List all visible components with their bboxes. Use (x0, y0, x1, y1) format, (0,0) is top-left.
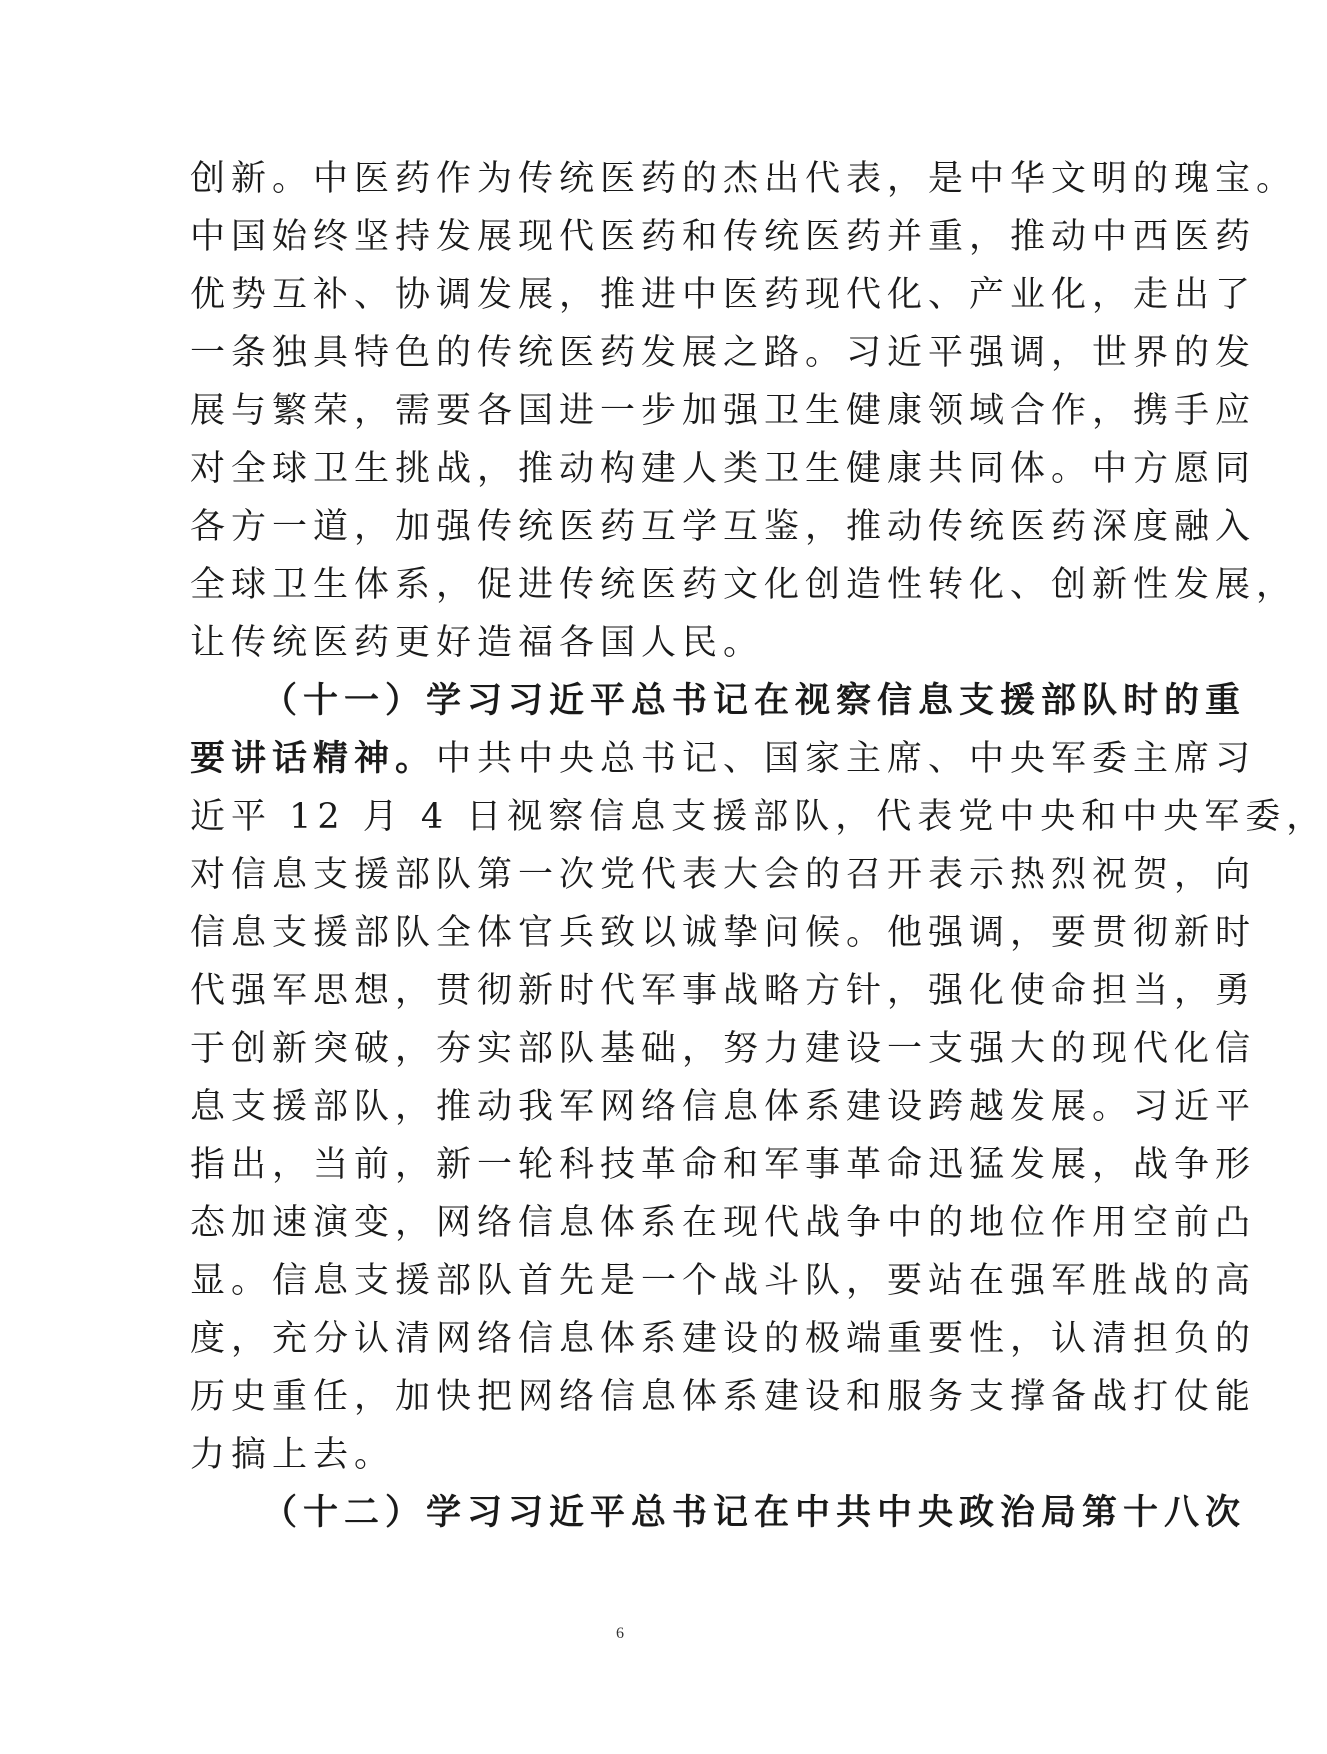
body-line: 信息支援部队全体官兵致以诚挚问候。他强调，要贯彻新时 (190, 913, 1257, 953)
body-line: 一条独具特色的传统医药发展之路。习近平强调，世界的发 (190, 333, 1257, 373)
body-line: 息支援部队，推动我军网络信息体系建设跨越发展。习近平 (190, 1087, 1257, 1127)
body-line: 中国始终坚持发展现代医药和传统医药并重，推动中西医药 (190, 217, 1257, 257)
body-line: 近平 12 月 4 日视察信息支援部队，代表党中央和中央军委， (190, 797, 1327, 837)
body-line: 对全球卫生挑战，推动构建人类卫生健康共同体。中方愿同 (190, 449, 1257, 489)
body-line: 于创新突破，夯实部队基础，努力建设一支强大的现代化信 (190, 1029, 1257, 1069)
page-number: 6 (616, 1625, 624, 1642)
body-line: 优势互补、协调发展，推进中医药现代化、产业化，走出了 (190, 275, 1257, 315)
section-11-heading-end: 要讲话精神。 (190, 738, 437, 779)
body-line: 指出，当前，新一轮科技革命和军事革命迅猛发展，战争形 (190, 1145, 1257, 1185)
section-11-heading: （十一）学习习近平总书记在视察信息支援部队时的重 (262, 680, 1247, 721)
section-12-heading: （十二）学习习近平总书记在中共中央政治局第十八次 (262, 1492, 1247, 1533)
body-line: 各方一道，加强传统医药互学互鉴，推动传统医药深度融入 (190, 507, 1257, 547)
body-line: 代强军思想，贯彻新时代军事战略方针，强化使命担当，勇 (190, 971, 1257, 1011)
body-line: 度，充分认清网络信息体系建设的极端重要性，认清担负的 (190, 1319, 1257, 1359)
document-body (190, 150, 1327, 1542)
section-11-line (190, 730, 1257, 788)
body-line: 对信息支援部队第一次党代表大会的召开表示热烈祝贺，向 (190, 855, 1257, 895)
body-line: 创新。中医药作为传统医药的杰出代表，是中华文明的瑰宝。 (190, 159, 1298, 199)
body-line: 展与繁荣，需要各国进一步加强卫生健康领域合作，携手应 (190, 391, 1257, 431)
section-11-line-rest: 中共中央总书记、国家主席、中央军委主席习 (436, 739, 1257, 779)
body-line: 力搞上去。 (190, 1435, 396, 1475)
body-line: 历史重任，加快把网络信息体系建设和服务支撑备战打仗能 (190, 1377, 1257, 1417)
body-line: 态加速演变，网络信息体系在现代战争中的地位作用空前凸 (190, 1203, 1257, 1243)
body-line: 让传统医药更好造福各国人民。 (190, 623, 765, 663)
body-line: 全球卫生体系，促进传统医药文化创造性转化、创新性发展， (190, 565, 1298, 605)
body-line: 显。信息支援部队首先是一个战斗队，要站在强军胜战的高 (190, 1261, 1257, 1301)
